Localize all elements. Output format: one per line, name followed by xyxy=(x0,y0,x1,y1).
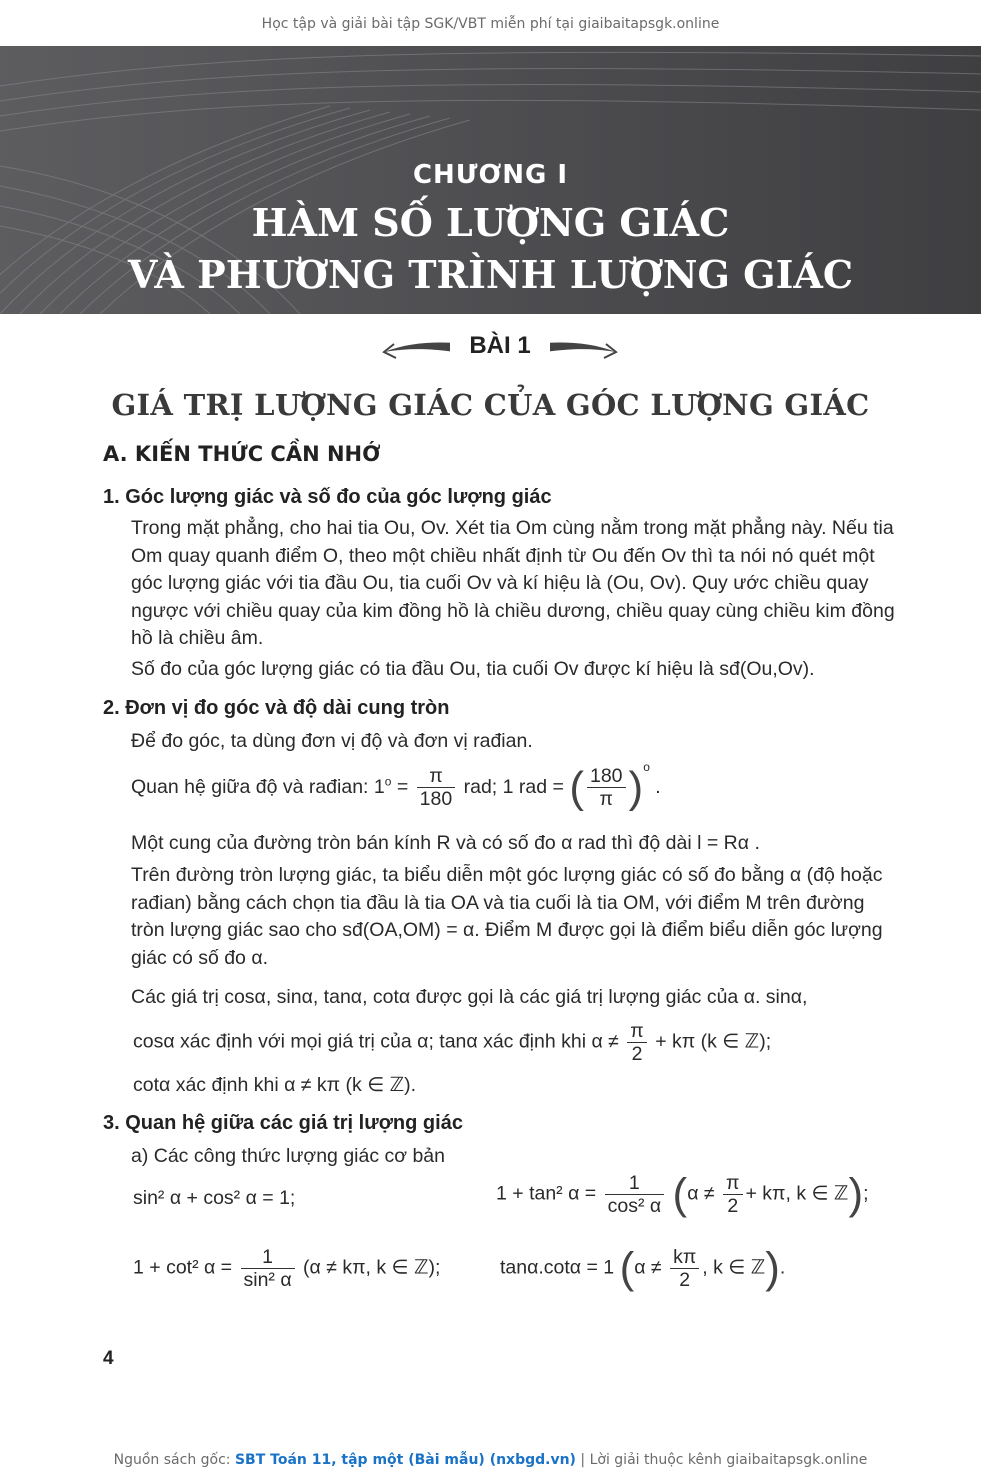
section-2-intro: Để đo góc, ta dùng đơn vị độ và đơn vị rađian. xyxy=(131,730,533,752)
section-2-heading: 2. Đơn vị đo góc và độ dài cung tròn xyxy=(103,697,450,719)
pi-over-180-fraction: $\frac{\pi}{180}$ xyxy=(417,765,456,810)
domain-conditions xyxy=(133,1020,771,1065)
arc-length-text: Một cung của đường tròn bán kính R và có số đo α rad thì độ dài l = Rα . xyxy=(131,832,760,854)
section-1-notation: Số đo của góc lượng giác có tia đầu Ou, tia cuối Ov được kí hiệu là sđ(Ou,Ov). xyxy=(131,658,815,680)
section-3-heading: 3. Quan hệ giữa các giá trị lượng giác xyxy=(103,1112,463,1134)
cot-domain-text: cotα xác định khi α ≠ kπ (k ∈ ℤ). xyxy=(133,1074,417,1096)
degree-radian-relation: Quan hệ giữa độ và rađian: 1$^o$ = $\frac{\pi}{180}$ rad; 1 rad = ( $\frac{180}{\pi}$ )$^o$ . xyxy=(131,760,661,812)
relation-prefix: Quan hệ giữa độ và rađian: 1 xyxy=(131,776,385,798)
domain-text: cosα xác định với mọi giá trị của α; tanα xác định khi α ≠ xyxy=(133,1030,619,1053)
trig-values-text: Các giá trị cosα, sinα, tanα, cotα được gọi là các giá trị lượng giác của α. sinα, xyxy=(131,986,808,1008)
chapter-title-line1: HÀM SỐ LƯỢNG GIÁC xyxy=(251,200,730,245)
section-1-heading: 1. Góc lượng giác và số đo của góc lượng giác xyxy=(103,486,552,508)
domain-text-end: + kπ (k ∈ ℤ); xyxy=(655,1030,772,1053)
header-note: Học tập và giải bài tập SGK/VBT miễn phí tại giaibaitapsgk.online xyxy=(261,16,720,32)
chapter-title-line2: VÀ PHƯƠNG TRÌNH LƯỢNG GIÁC xyxy=(127,252,854,297)
section-a-heading: A. KIẾN THỨC CẦN NHỚ xyxy=(103,442,381,466)
lesson-title: GIÁ TRỊ LƯỢNG GIÁC CỦA GÓC LƯỢNG GIÁC xyxy=(111,388,870,422)
equals-sign: = xyxy=(396,776,409,798)
pythagorean-identity: sin² α + cos² α = 1; xyxy=(133,1187,296,1209)
footer-suffix: | Lời giải thuộc kênh giaibaitapsgk.online xyxy=(575,1452,868,1468)
cot-identity: 1 + cot² α = $\frac{1}{\text{sin² α}}$ (α ≠ kπ, k ∈ ℤ); xyxy=(133,1246,441,1291)
lesson-badge: BÀI 1 xyxy=(469,332,531,359)
relation-rad: rad; 1 rad = xyxy=(463,776,564,798)
section-3a-subheading: a) Các công thức lượng giác cơ bản xyxy=(131,1145,445,1167)
degree-mark: o xyxy=(384,774,392,789)
page-number: 4 xyxy=(103,1348,114,1369)
tan-cot-identity: tanα.cotα = 1 (α ≠ $\frac{k\pi}{2}$ , k ∈ ℤ). xyxy=(500,1243,786,1293)
chapter-label: CHƯƠNG I xyxy=(412,160,569,190)
section-1-paragraph: Trong mặt phẳng, cho hai tia Ou, Ov. Xét tia Om cùng nằm trong mặt phẳng này. Nếu tia Om quay quanh điểm O, theo một chiều nhất định từ Ou đến Ov thì ta nói nó quét một góc lượng giác với tia đầu Ou, tia cuối Ov và kí hiệu là (Ou, Ov). Quy ước chiều quay ngược với chiều quay của kim đồng hồ là chiều dương, chiều quay cùng chiều kim đồng hồ là chiều âm. xyxy=(131,517,895,649)
footer-source-link[interactable]: SBT Toán 11, tập một (Bài mẫu) (nxbgd.vn) xyxy=(234,1452,576,1468)
pi-over-2-fraction: $\frac{\pi}{2}$ xyxy=(627,1020,646,1065)
footer xyxy=(0,1452,981,1468)
180-over-pi-fraction: $\frac{180}{\pi}$ xyxy=(587,765,626,810)
footer-prefix: Nguồn sách gốc: xyxy=(113,1452,235,1468)
tan-identity: 1 + tan² α = $\frac{1}{\text{cos² α}}$ (α ≠ $\frac{\pi}{2}$ + kπ, k ∈ ℤ); xyxy=(496,1169,869,1219)
unit-circle-paragraph: Trên đường tròn lượng giác, ta biểu diễn một góc lượng giác có số đo bằng α (độ hoặc rađian) bằng cách chọn tia đầu là tia OA và tia cuối là tia OM, với điểm M trên đường tròn lượng giác sao cho sđ(OA,OM) = α. Điểm M được gọi là điểm biểu diễn góc lượng giác có số đo α. xyxy=(131,864,883,969)
